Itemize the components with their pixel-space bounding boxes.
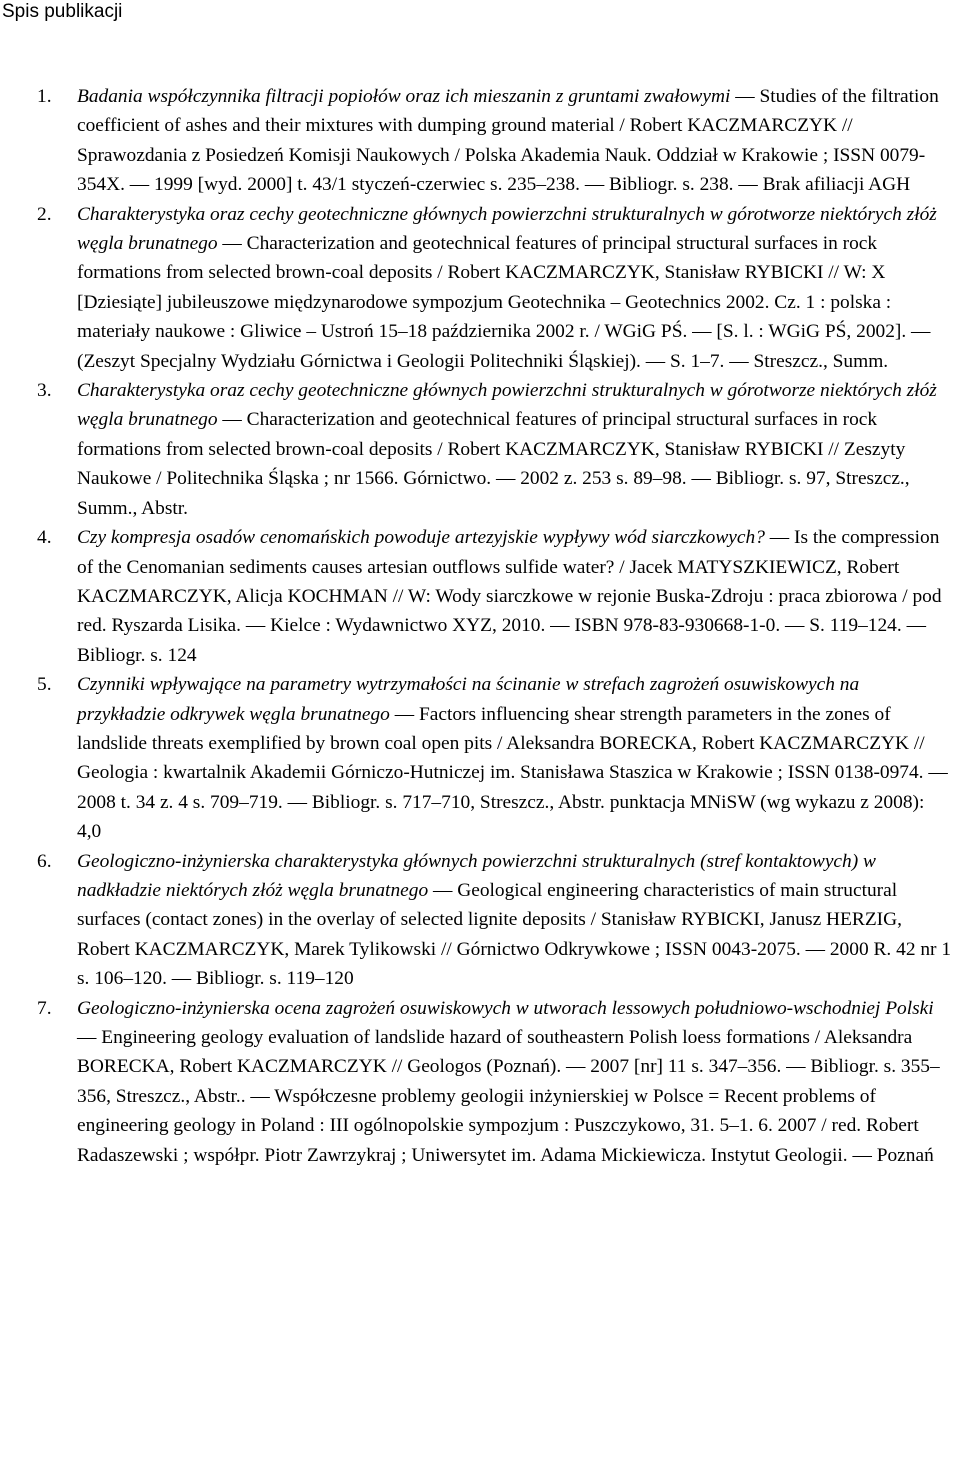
publication-details: — Characterization and geotechnical features of principal structural surfaces in rock formations from selected brown-coal deposits / Robert KACZMARCZYK, Stanisław RYBICKI // W: X [Dziesiąte] jubileuszowe międzynarodowe sympozjum Geotechnika – Geotechnics 2002. Cz. 1 : polska : materiały naukowe : Gliwice – Ustroń 15–18 października 2002 r. / WGiG PŚ. — [S. l. : WGiG PŚ, 2002]. — (Zeszyt Specjalny Wydziału Górnictwa i Geologii Politechniki Śląskiej). — S. 1–7. — Streszcz., Summ. [77,233,931,372]
publication-details: — Geological engineering characteristics of main structural surfaces (contact zones) in the overlay of selected lignite deposits / Stanisław RYBICKI, Janusz HERZIG, Robert KACZMARCZYK, Marek Tylikowski // Górnictwo Odkrywkowe ; ISSN 0043-2075. — 2000 R. 42 nr 1 s. 106–120. — Bibliogr. s. 119–120 [77,879,952,990]
publication-citation [77,376,952,523]
publication-item [0,200,960,376]
publication-number: 4. [37,527,52,549]
publication-item [0,376,960,523]
publication-item [0,994,960,1170]
publication-item [0,82,960,200]
publication-number: 7. [37,997,52,1019]
publication-number: 3. [37,380,52,402]
publication-title: Geologiczno-inżynierska charakterystyka głównych powierzchni strukturalnych (stref kontaktowych) w nadkładzie niektórych złóż węgla brunatnego [77,850,876,901]
publication-title: Badania współczynnika filtracji popiołów oraz ich mieszanin z gruntami zwałowymi [77,86,731,107]
publication-title: Czy kompresja osadów cenomańskich powoduje artezyjskie wypływy wód siarczkowych? [77,527,765,549]
publication-citation [77,847,952,994]
publication-citation [77,670,952,846]
publication-number: 6. [37,850,52,872]
publication-number: 1. [37,86,52,107]
publication-details: — Factors influencing shear strength parameters in the zones of landslide threats exemplified by brown coal open pits / Aleksandra BORECKA, Robert KACZMARCZYK // Geologia : kwartalnik Akademii Górniczo-Hutniczej im. Stanisława Staszica w Krakowie ; ISSN 0138-0974. — 2008 t. 34 z. 4 s. 709–719. — Bibliogr. s. 717–710, Streszcz., Abstr. punktacja MNiSW (wg wykazu z 2008): 4,0 [77,703,948,843]
publication-item [0,670,960,846]
publication-number: 2. [37,203,52,225]
publication-list [0,82,960,1170]
publication-citation [77,200,952,376]
publication-title: Czynniki wpływające na parametry wytrzymałości na ścinanie w strefach zagrożeń osuwiskowych na przykładzie odkrywek węgla brunatnego [77,674,860,725]
publication-title: Charakterystyka oraz cechy geotechniczne głównych powierzchni strukturalnych w górotworze niektórych złóż węgla brunatnego [77,380,937,431]
publication-details: — Studies of the filtration coefficient of ashes and their mixtures with dumping ground material / Robert KACZMARCZYK // Sprawozdania z Posiedzeń Komisji Naukowych / Polska Akademia Nauk. Oddział w Krakowie ; ISSN 0079-354X. — 1999 [wyd. 2000] t. 43/1 styczeń-czerwiec s. 235–238. — Bibliogr. s. 238. — Brak afiliacji AGH [77,86,939,196]
publication-number: 5. [37,674,52,696]
publication-item [0,523,960,670]
publication-details: — Engineering geology evaluation of landslide hazard of southeastern Polish loess formations / Aleksandra BORECKA, Robert KACZMARCZYK // Geologos (Poznań). — 2007 [nr] 11 s. 347–356. — Bibliogr. s. 355–356, Streszcz., Abstr.. — Współczesne problemy geologii inżynierskiej w Polsce = Recent problems of engineering geology in Poland : III ogólnopolskie sympozjum : Puszczykowo, 31. 5–1. 6. 2007 / red. Robert Radaszewski ; współpr. Piotr Zawrzykraj ; Uniwersytet im. Adama Mickiewicza. Instytut Geologii. — Poznań [77,1027,940,1166]
publication-citation [77,523,952,670]
publication-details: — Is the compression of the Cenomanian sediments causes artesian outflows sulfide water? / Jacek MATYSZKIEWICZ, Robert KACZMARCZYK, Alicja KOCHMAN // W: Wody siarczkowe w rejonie Buska-Zdroju : praca zbiorowa / pod red. Ryszarda Lisika. — Kielce : Wydawnictwo XYZ, 2010. — ISBN 978-83-930668-1-0. — S. 119–124. — Bibliogr. s. 124 [77,527,942,666]
publication-title: Charakterystyka oraz cechy geotechniczne głównych powierzchni strukturalnych w górotworze niektórych złóż węgla brunatnego [77,203,937,255]
publication-title: Geologiczno-inżynierska ocena zagrożeń osuwiskowych w utworach lessowych południowo-wschodniej Polski [77,997,934,1019]
publication-details: — Characterization and geotechnical features of principal structural surfaces in rock formations from selected brown-coal deposits / Robert KACZMARCZYK, Stanisław RYBICKI // Zeszyty Naukowe / Politechnika Śląska ; nr 1566. Górnictwo. — 2002 z. 253 s. 89–98. — Bibliogr. s. 97, Streszcz., Summ., Abstr. [77,409,910,519]
publication-item [0,847,960,994]
page-title: Spis publikacji [2,1,123,22]
publication-citation [77,82,952,200]
publication-citation [77,994,952,1170]
